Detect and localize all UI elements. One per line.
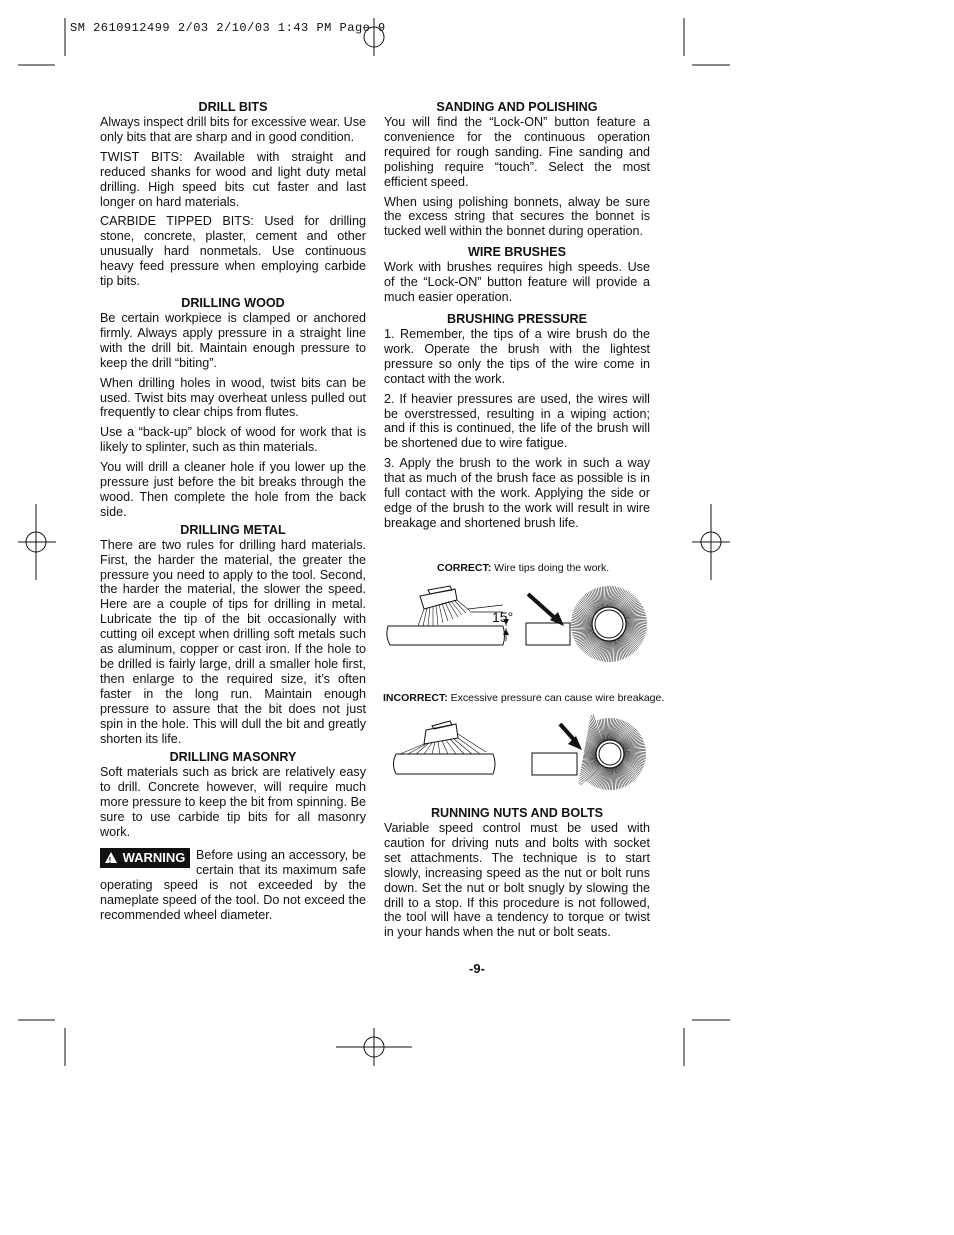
page-number: -9-	[469, 961, 485, 976]
correct-caption: CORRECT: Wire tips doing the work.	[437, 562, 610, 574]
warning-text: Before using an accessory, be certain that its maximum safe operating speed is not exceeded by the nameplate speed of the tool. Do not exceed the recommended wheel diameter.	[100, 847, 366, 922]
wire-brushes-heading: WIRE BRUSHES	[468, 245, 566, 260]
sanding-p2: When using polishing bonnets, alway be sure the excess string that secures the bonnet is tucked well within the bonnet during operation.	[384, 194, 650, 239]
brushing-pressure-p2: 2. If heavier pressures are used, the wires will be overstressed, resulting in a wiping action; and if this is continued, the life of the brush will be shortened due to wire fatigue.	[384, 391, 650, 451]
round-wire-brush-icon	[571, 586, 647, 662]
drill-bits-heading: DRILL BITS	[198, 100, 268, 114]
drilling-metal-p1: There are two rules for drilling hard materials. First, the harder the material, the greater the pressure you need to apply to the tool. Second, the harder the material, the slower the speed. Here are a couple of tips for drilling in metal. Lubricate the tip of the bit occasionally with cutting oil except when drilling soft metals such as aluminum, copper or cast iron. If the hole to be drilled is fairly large, drill a smaller hole first, then enlarge to the required size, it’s often faster in the long run. Maintain enough pressure to assure that the bit does not just spin in the hole. This will dull the bit and greatly shorten its life.	[100, 537, 366, 746]
warning-badge	[100, 848, 190, 868]
warning-triangle-icon: !	[105, 852, 117, 863]
drilling-metal-heading: DRILLING METAL	[180, 522, 286, 537]
drilling-wood-heading: DRILLING WOOD	[181, 295, 285, 310]
nuts-bolts-heading: RUNNING NUTS AND BOLTS	[430, 806, 604, 820]
wire-brushes-p1: Work with brushes requires high speeds. Use of the “Lock-ON” button feature will provide a much easier operation.	[384, 260, 650, 305]
angle-label: 15°	[492, 609, 514, 625]
drilling-wood-p2: When drilling holes in wood, twist bits can be used. Twist bits may overheat unless pulled out frequently to clear chips from flutes.	[100, 375, 366, 420]
drilling-masonry-heading: DRILLING MASONRY	[169, 750, 297, 765]
brushing-pressure-heading: BRUSHING PRESSURE	[447, 311, 587, 326]
warning-block	[100, 848, 366, 923]
round-wire-brush-compressed-icon	[579, 714, 646, 790]
drill-bits-p1: Always inspect drill bits for excessive wear. Use only bits that are sharp and in good condition.	[100, 115, 366, 144]
nuts-bolts-p1: Variable speed control must be used with caution for driving nuts and bolts with socket set attachments. The technique is to start slowly, increasing speed as the nut or bolt runs down. Set the nut or bolt snugly by slowing the drill to a stop. If this procedure is not followed, the tool will have a tendency to torque or twist in your hands when the nut or bolt seats.	[384, 821, 650, 940]
nuts-bolts-section	[384, 806, 650, 945]
brushing-pressure-p1: 1. Remember, the tips of a wire brush do the work. Operate the brush with the lightest pressure so only the tips of the wire come in contact with the work.	[384, 326, 650, 386]
carbide-bits-paragraph: CARBIDE TIPPED BITS: Used for drilling stone, concrete, plaster, cement and other unusually hard nonmetals. Use continuous heavy feed pressure when employing carbide tip bits.	[100, 214, 366, 289]
sanding-p1: You will find the “Lock-ON” button feature a convenience for the continuous operation required for rough sanding. Fine sanding and polishing require “touch”. Select the most efficient speed.	[384, 115, 650, 189]
drilling-wood-p3: Use a “back-up” block of wood for work that is likely to splinter, such as thin materials.	[100, 425, 366, 455]
correct-brushing-figure	[380, 578, 670, 678]
brushing-pressure-p3: 3. Apply the brush to the work in such a way that as much of the brush face as possible is in full contact with the work. Applying the side or edge of the brush to the work will result in wire breakage and shortened brush life.	[384, 456, 650, 530]
left-column	[100, 100, 366, 928]
incorrect-brushing-figure	[380, 708, 670, 798]
sanding-heading: SANDING AND POLISHING	[436, 100, 598, 114]
warning-label: WARNING	[122, 849, 186, 865]
twist-bits-paragraph: TWIST BITS: Available with straight and reduced shanks for wood and light duty metal drilling. High speed bits cut faster and last longer on hard materials.	[100, 149, 366, 209]
drilling-wood-p1: Be certain workpiece is clamped or anchored firmly. Always apply pressure in a straight line with the drill bit. Maintain enough pressure to keep the drill “biting”.	[100, 310, 366, 370]
print-slug: SM 2610912499 2/03 2/10/03 1:43 PM Page 9	[70, 21, 386, 35]
drilling-masonry-p1: Soft materials such as brick are relatively easy to drill. Concrete however, will require much more pressure to keep the bit from spinning. Be sure to use carbide tip bits for all masonry work.	[100, 765, 366, 840]
right-column	[384, 100, 650, 536]
drilling-wood-p4: You will drill a cleaner hole if you lower up the pressure just before the bit breaks through the wood. Then complete the hole from the back side.	[100, 460, 366, 519]
incorrect-caption: INCORRECT: Excessive pressure can cause wire breakage.	[383, 692, 665, 704]
